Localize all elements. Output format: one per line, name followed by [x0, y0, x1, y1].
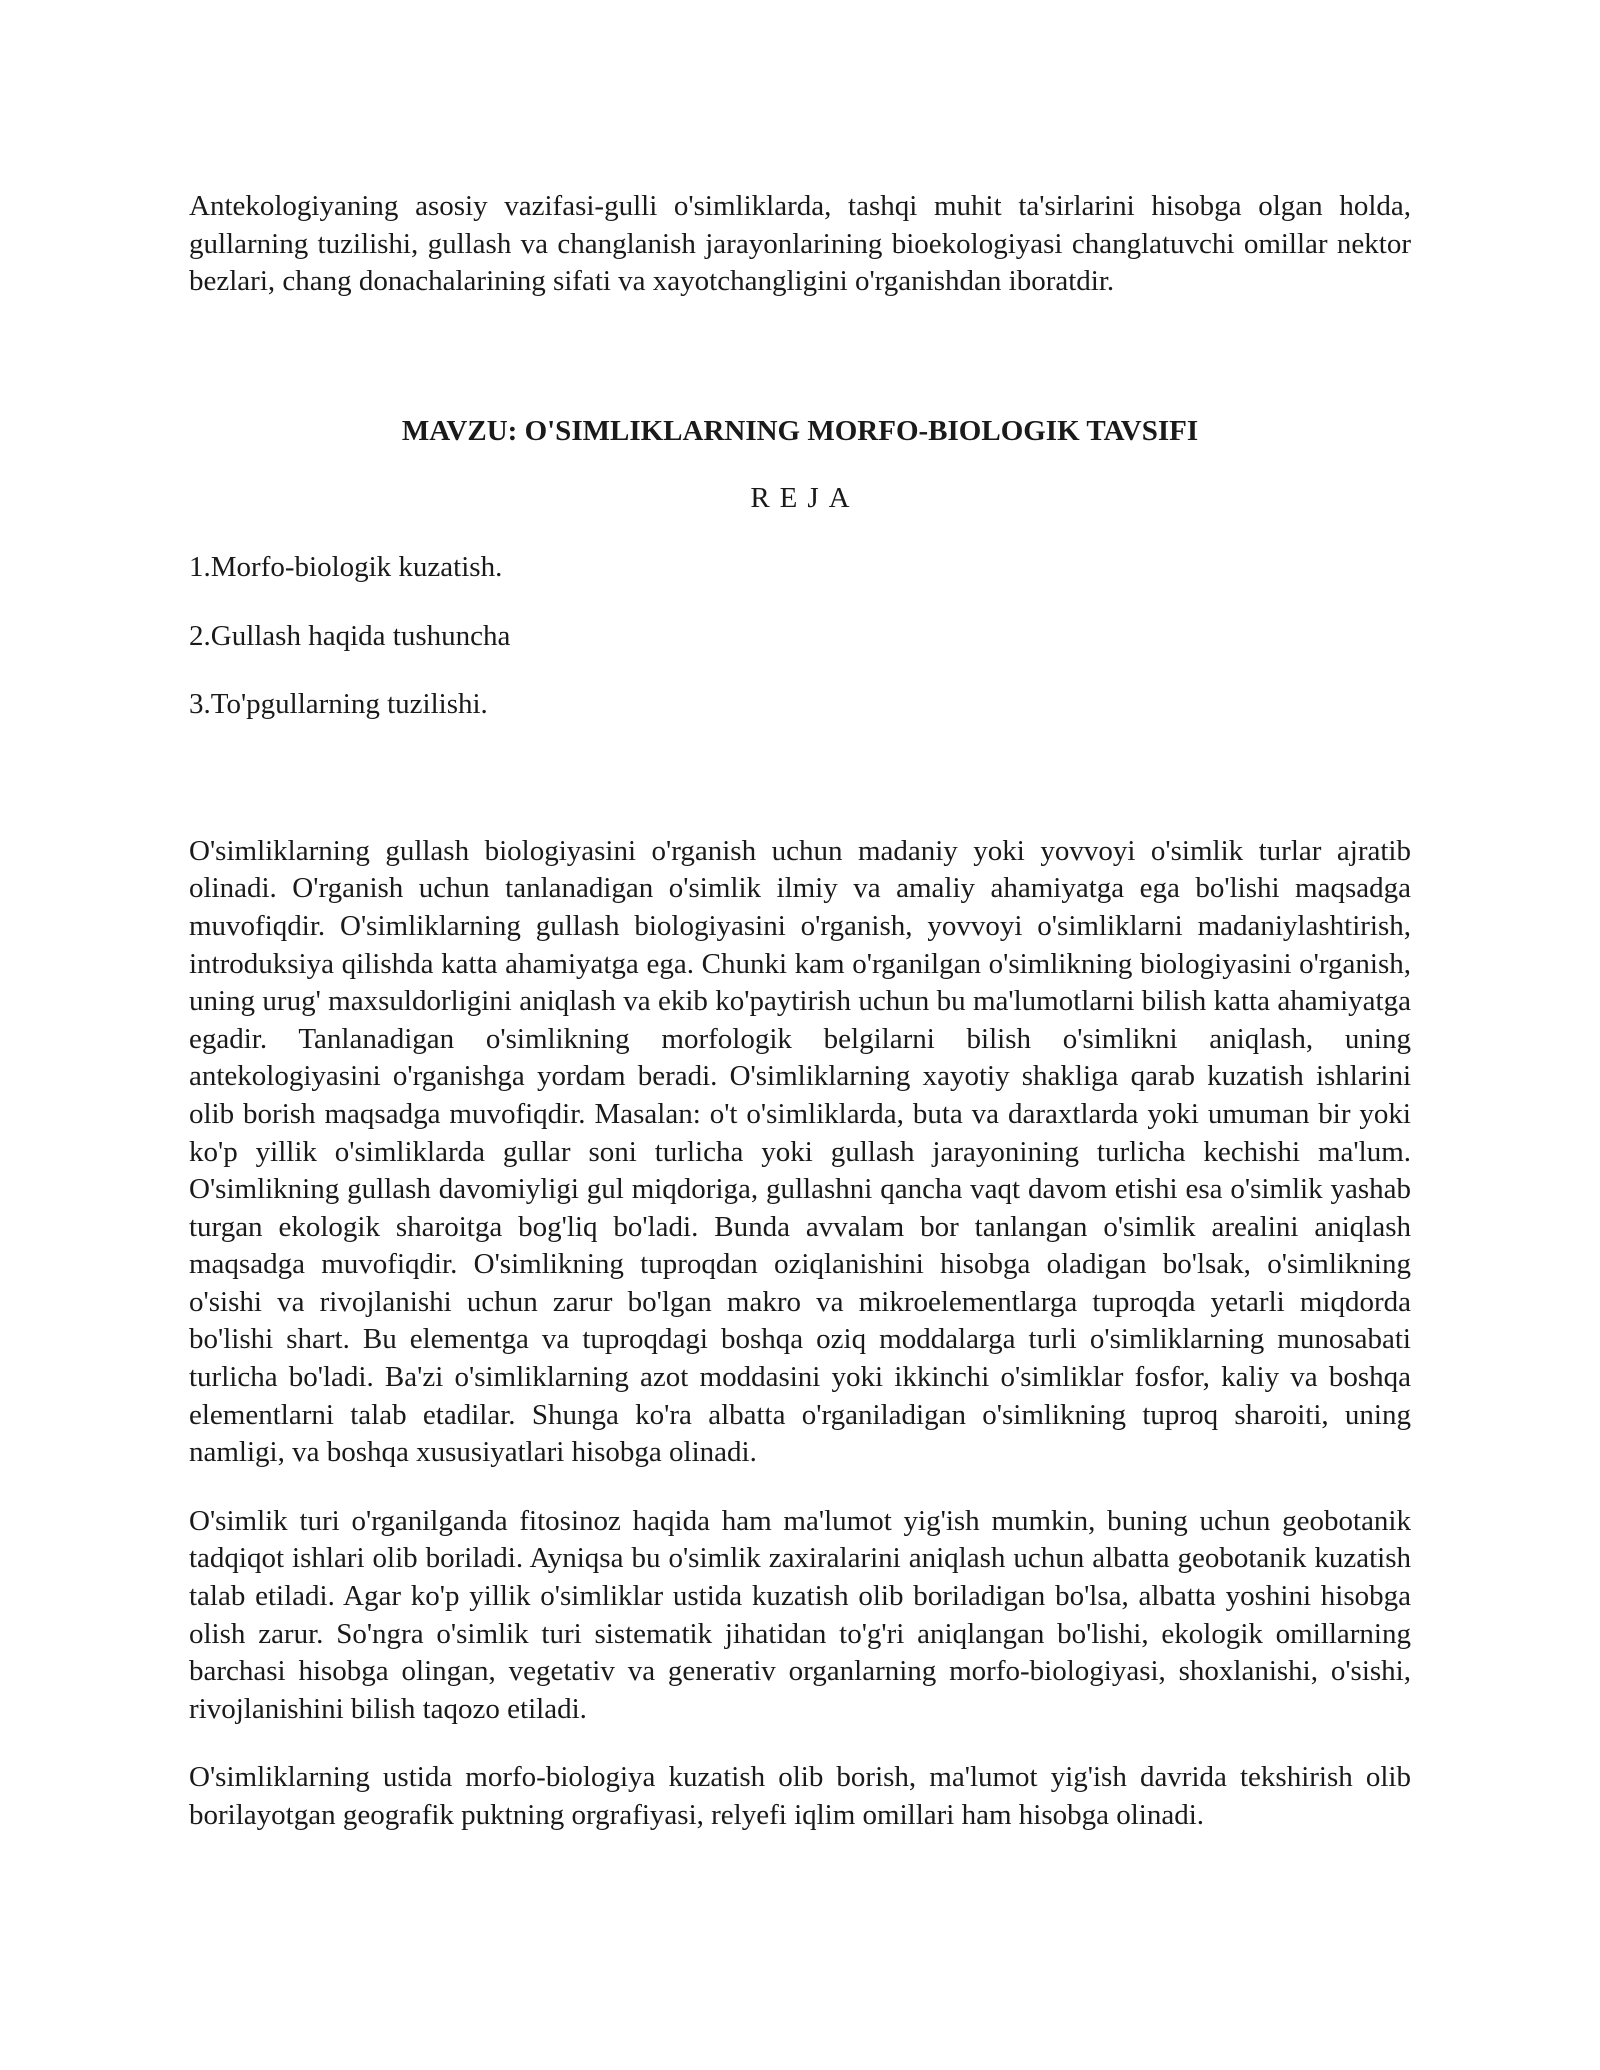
page-title: MAVZU: O'SIMLIKLARNING MORFO-BIOLOGIK TAVSIFI [401, 414, 1199, 447]
body-paragraph: O'simliklarning gullash biologiyasini o'rganish uchun madaniy yoki yovvoyi o'simlik turlar ajratib olinadi. O'rganish uchun tanlanadigan o'simlik ilmiy va amaliy ahamiyatga ega bo'lishi maqsadga muvofiqdir. O'simliklarning gullash biologiyasini o'rganish, yovvoyi o'simliklarni madaniylashtirish, introduksiya qilishda katta ahamiyatga ega. Chunki kam o'rganilgan o'simlikning biologiyasini o'rganish, uning urug' maxsuldorligini aniqlash va ekib ko'paytirish uchun bu ma'lumotlarni bilish katta ahamiyatga egadir. Tanlanadigan o'simlikning morfologik belgilarni bilish o'simlikni aniqlash, uning antekologiyasini o'rganishga yordam beradi. O'simliklarning xayotiy shakliga qarab kuzatish ishlarini olib borish maqsadga muvofiqdir. Masalan: o't o'simliklarda, buta va daraxtlarda yoki umuman bir yoki ko'p yillik o'simliklarda gullar soni turlicha yoki gullash jarayonining turlicha kechishi ma'lum. O'simlikning gullash davomiyligi gul miqdoriga, gullashni qancha vaqt davom etishi esa o'simlik yashab turgan ekologik sharoitga bog'liq bo'ladi. Bunda avvalam bor tanlangan o'simlik arealini aniqlash maqsadga muvofiqdir. O'simlikning tuproqdan oziqlanishini hisobga oladigan bo'lsak, o'simlikning o'sishi va rivojlanishi uchun zarur bo'lgan makro va mikroelementlarga tuproqda yetarli miqdorda bo'lishi shart. Bu elementga va tuproqdagi boshqa oziq moddalarga turli o'simliklarning munosabati turlicha bo'ladi. Ba'zi o'simliklarning azot moddasini yoki ikkinchi o'simliklar fosfor, kaliy va boshqa elementlarni talab etadilar. Shunga ko'ra albatta o'rganiladigan o'simlikning tuproq sharoiti, uning namligi, va boshqa xususiyatlari hisobga olinadi. [189, 834, 1411, 1469]
plan-item: 1.Morfo-biologik kuzatish. [189, 550, 503, 583]
plan-item: 2.Gullash haqida tushuncha [189, 619, 511, 652]
document-page [189, 188, 1411, 1866]
intro-paragraph: Antekologiyaning asosiy vazifasi-gulli o'simliklarda, tashqi muhit ta'sirlarini hisobga olgan holda, gullarning tuzilishi, gullash va changlanish jarayonlarining bioekologiyasi changlatuvchi omillar nektor bezlari, chang donachalarining sifati va xayotchangligini o'rganishdan iboratdir. [189, 190, 1411, 298]
plan-item: 3.To'pgullarning tuzilishi. [189, 688, 488, 721]
plan-heading: REJA [750, 482, 860, 515]
body-paragraph: O'simliklarning ustida morfo-biologiya kuzatish olib borish, ma'lumot yig'ish davrida tekshirish olib borilayotgan geografik puktning orgrafiyasi, relyefi iqlim omillari ham hisobga olinadi. [189, 1761, 1411, 1831]
body-paragraph: O'simlik turi o'rganilganda fitosinoz haqida ham ma'lumot yig'ish mumkin, buning uchun geobotanik tadqiqot ishlari olib boriladi. Ayniqsa bu o'simlik zaxiralarini aniqlash uchun albatta geobotanik kuzatish talab etiladi. Agar ko'p yillik o'simliklar ustida kuzatish olib boriladigan bo'lsa, albatta yoshini hisobga olish zarur. So'ngra o'simlik turi sistematik jihatidan to'g'ri aniqlangan bo'lishi, ekologik omillarning barchasi hisobga olingan, vegetativ va generativ organlarning morfo-biologiyasi, shoxlanishi, o'sishi, rivojlanishini bilish taqozo etiladi. [189, 1504, 1411, 1725]
